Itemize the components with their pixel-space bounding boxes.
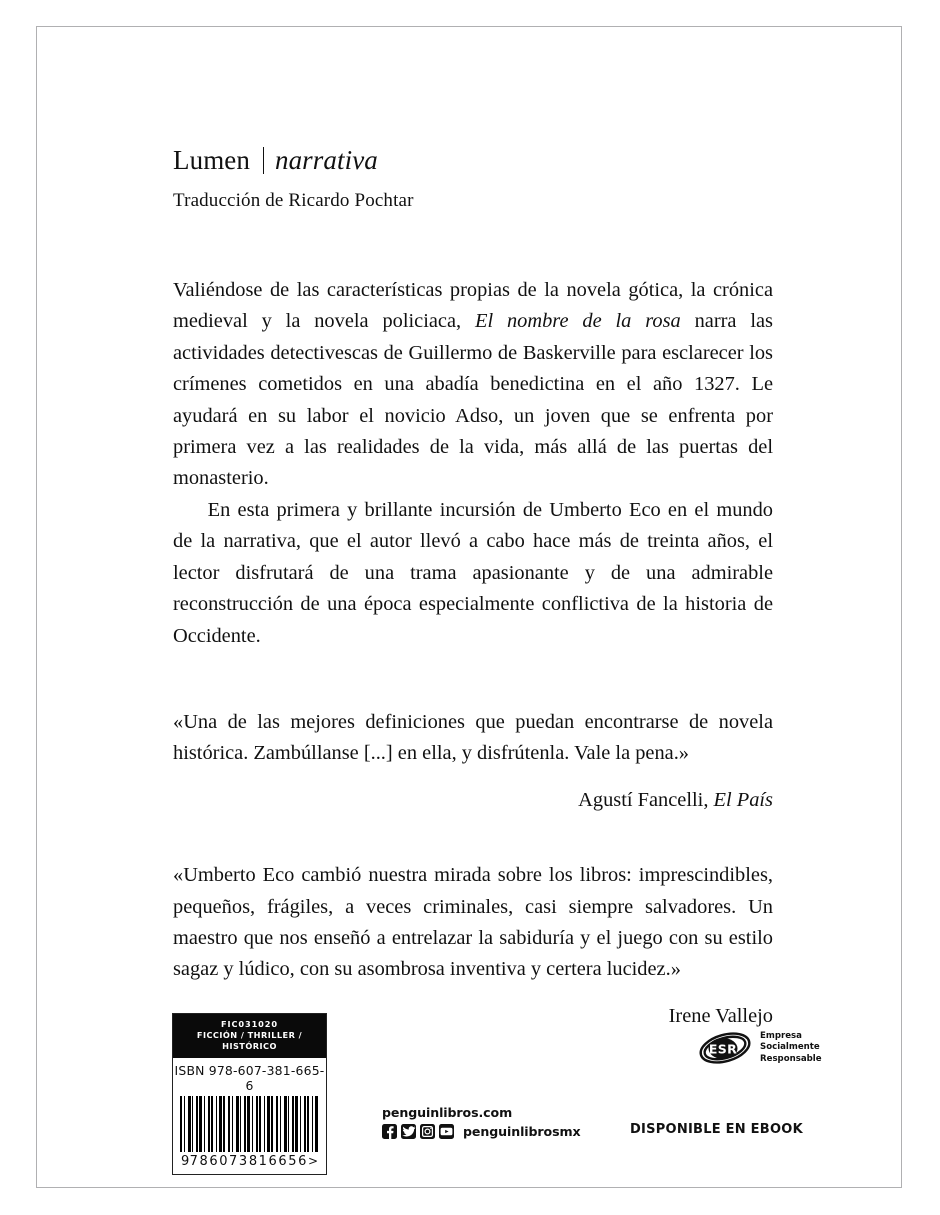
imprint-name: Lumen: [173, 145, 250, 175]
blurb-paragraph-2: En esta primera y brillante incursión de Umberto Eco en el mundo de la narrativa, que el autor llevó a cabo hace más de treinta años, el lector disfrutará de una trama apasionante y de una admirable reconstrucción de una época especialmente conflictiva de la historia de Occidente.: [173, 498, 773, 647]
blurb-p1-lead: Valiéndose de las características propias de la novela gótica, la crónica medieval y la novela policiaca,: [173, 279, 773, 333]
barcode-bars-icon: [180, 1096, 319, 1152]
press-quote-1: [173, 707, 773, 816]
twitter-icon[interactable]: [401, 1124, 416, 1139]
translator-credit: Traducción de Ricardo Pochtar: [173, 190, 414, 212]
esr-line-2: Socialmente: [760, 1042, 820, 1053]
press-quote-1-author: Agustí Fancelli,: [578, 788, 714, 811]
bisac-category: FICCIÓN / THRILLER / HISTÓRICO: [196, 1030, 303, 1051]
barcode-digit-right-group: 816656: [248, 1153, 309, 1169]
press-quote-2-text: «Umberto Eco cambió nuestra mirada sobre los libros: imprescindibles, pequeños, frágiles, a veces criminales, casi siempre salvadores. Un maestro que nos enseñó a entrelazar la sabiduría y el juego con su estilo sagaz y lúdico, con su asombrosa inventiva y certera lucidez.»: [173, 864, 773, 981]
publisher-website[interactable]: penguinlibros.com: [382, 1105, 513, 1120]
svg-text:ESR: ESR: [708, 1041, 738, 1057]
back-cover-footer: [36, 1006, 902, 1188]
social-links: [382, 1124, 581, 1139]
esr-logo: [698, 1028, 822, 1068]
imprint-header: [173, 145, 773, 176]
youtube-icon[interactable]: [439, 1124, 454, 1139]
bisac-banner: [173, 1014, 326, 1058]
press-quote-1-text: «Una de las mejores definiciones que puedan encontrarse de novela histórica. Zambúllanse [...] en ella, y disfrútenla. Vale la pena.»: [173, 710, 773, 765]
barcode-digits: [173, 1152, 326, 1174]
publisher-social-handle[interactable]: penguinlibrosmx: [463, 1124, 581, 1139]
press-quote-1-source: El País: [713, 788, 773, 811]
imprint-separator-rule: [263, 147, 264, 174]
ebook-availability-label: DISPONIBLE EN EBOOK: [630, 1122, 803, 1137]
blurb-p1-tail: narra las actividades detectivescas de Guillermo de Baskerville para esclarecer los crímenes cometidos en una abadía benedictina en el año 1327. Le ayudará en su labor el novicio Adso, un joven que se enfrenta por primera vez a las realidades de la vida, más allá de las puertas del monasterio.: [173, 310, 773, 490]
facebook-icon[interactable]: [382, 1124, 397, 1139]
esr-label: [760, 1031, 822, 1065]
esr-line-3: Responsable: [760, 1053, 822, 1064]
back-cover-content: [173, 145, 773, 1032]
esr-mark-icon: [698, 1028, 752, 1068]
imprint-collection: narrativa: [274, 145, 378, 175]
barcode-digit-first: 9: [181, 1153, 190, 1169]
press-quote-2-author: Irene Vallejo: [668, 1004, 773, 1027]
isbn-number: ISBN 978-607-381-665-6: [174, 1062, 325, 1093]
press-quote-1-attribution: [173, 785, 773, 816]
barcode-digit-tail: >: [308, 1153, 319, 1168]
blurb-paragraph-1: [173, 275, 773, 495]
instagram-icon[interactable]: [420, 1124, 435, 1139]
bisac-code: FIC031020: [221, 1019, 278, 1029]
publisher-web-block: [382, 1105, 581, 1139]
book-title-italic: El nombre de la rosa: [475, 310, 681, 333]
blurb: [173, 275, 773, 652]
isbn-barcode-card: [172, 1013, 327, 1175]
barcode-digit-left-group: 786073: [189, 1153, 249, 1169]
esr-line-1: Empresa: [760, 1030, 802, 1041]
